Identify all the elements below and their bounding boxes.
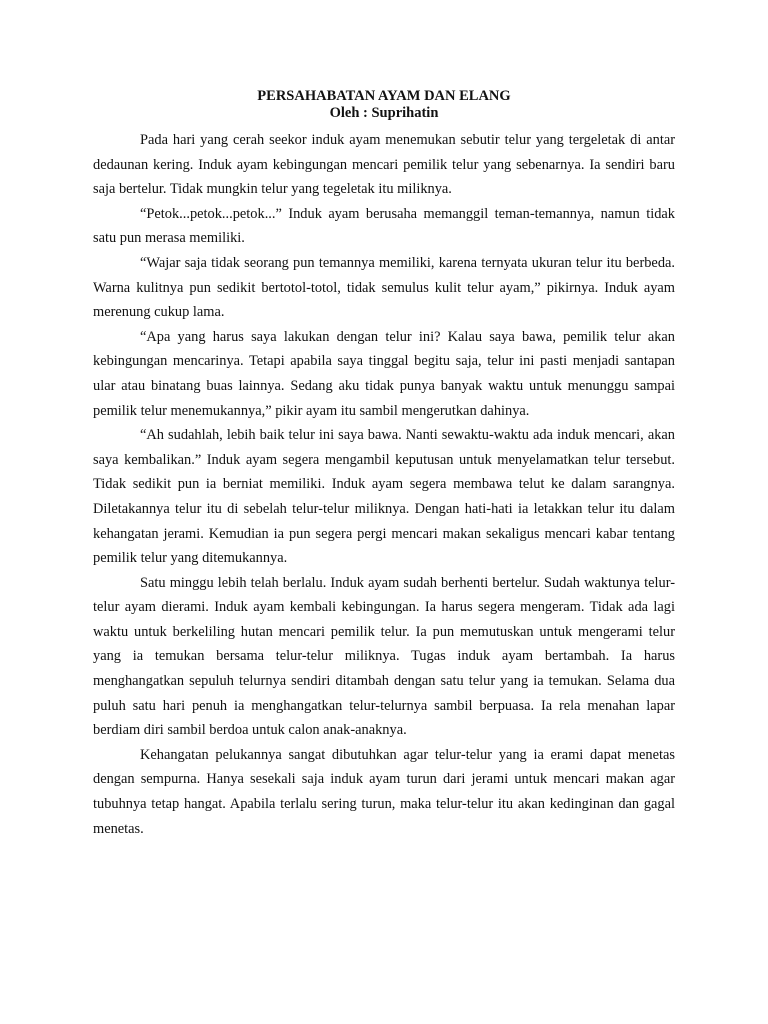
author-line: Oleh : Suprihatin [329, 105, 439, 121]
paragraph: “Wajar saja tidak seorang pun temannya memiliki, karena ternyata ukuran telur itu berbeda. Warna kulitnya pun sedikit bertotol-totol, tidak semulus kulit telur ayam,” pikirnya. Induk ayam merenung cukup lama. [93, 254, 675, 321]
title-block [0, 88, 768, 122]
story-body [93, 128, 675, 841]
paragraph: Kehangatan pelukannya sangat dibutuhkan agar telur-telur yang ia erami dapat menetas dengan sempurna. Hanya sesekali saja induk ayam turun dari jerami untuk mencari makan agar tubuhnya tetap hangat. Apabila terlalu sering turun, maka telur-telur itu akan kedinginan dan gagal menetas. [93, 746, 675, 837]
document-title: PERSAHABATAN AYAM DAN ELANG [257, 88, 511, 104]
paragraph: Pada hari yang cerah seekor induk ayam menemukan sebutir telur yang tergeletak di antar dedaunan kering. Induk ayam kebingungan mencari pemilik telur yang sebenarnya. Ia sendiri baru saja bertelur. Tidak mungkin telur yang tegeletak itu miliknya. [93, 132, 675, 198]
paragraph: Satu minggu lebih telah berlalu. Induk ayam sudah berhenti bertelur. Sudah waktunya telur-telur ayam dierami. Induk ayam kembali kebingungan. Ia harus segera mengeram. Tidak ada lagi waktu untuk berkeliling hutan mencari pemilik telur. Ia pun memutuskan untuk mengerami telur yang ia temukan bersama telur-telur miliknya. Tugas induk ayam bertambah. Ia harus menghangatkan sepuluh telurnya sendiri ditambah dengan satu telur yang ia temukan. Selama dua puluh satu hari penuh ia menghangatkan telur-telurnya sambil berpuasa. Ia rela menahan lapar berdiam diri sambil berdoa untuk calon anak-anaknya. [93, 574, 675, 739]
paragraph: “Ah sudahlah, lebih baik telur ini saya bawa. Nanti sewaktu-waktu ada induk mencari, akan saya kembalikan.” Induk ayam segera mengambil keputusan untuk menyelamatkan telur tersebut. Tidak sedikit pun ia berniat memiliki. Induk ayam segera membawa telut ke dalam sarangnya. Diletakannya telur itu di sebelah telur-telur miliknya. Dengan hati-hati ia letakkan telur itu dalam kehangatan jerami. Kemudian ia pun segera pergi mencari makan sekaligus mencari kabar tentang pemilik telur yang ditemukannya. [93, 427, 675, 567]
paragraph: “Apa yang harus saya lakukan dengan telur ini? Kalau saya bawa, pemilik telur akan kebingungan mencarinya. Tetapi apabila saya tinggal begitu saja, telur ini pasti menjadi santapan ular atau binatang buas lainnya. Sedang aku tidak punya banyak waktu untuk menunggu sampai pemilik telur menemukannya,” pikir ayam itu sambil mengerutkan dahinya. [93, 328, 675, 419]
paragraph: “Petok...petok...petok...” Induk ayam berusaha memanggil teman-temannya, namun tidak satu pun merasa memiliki. [93, 205, 675, 247]
